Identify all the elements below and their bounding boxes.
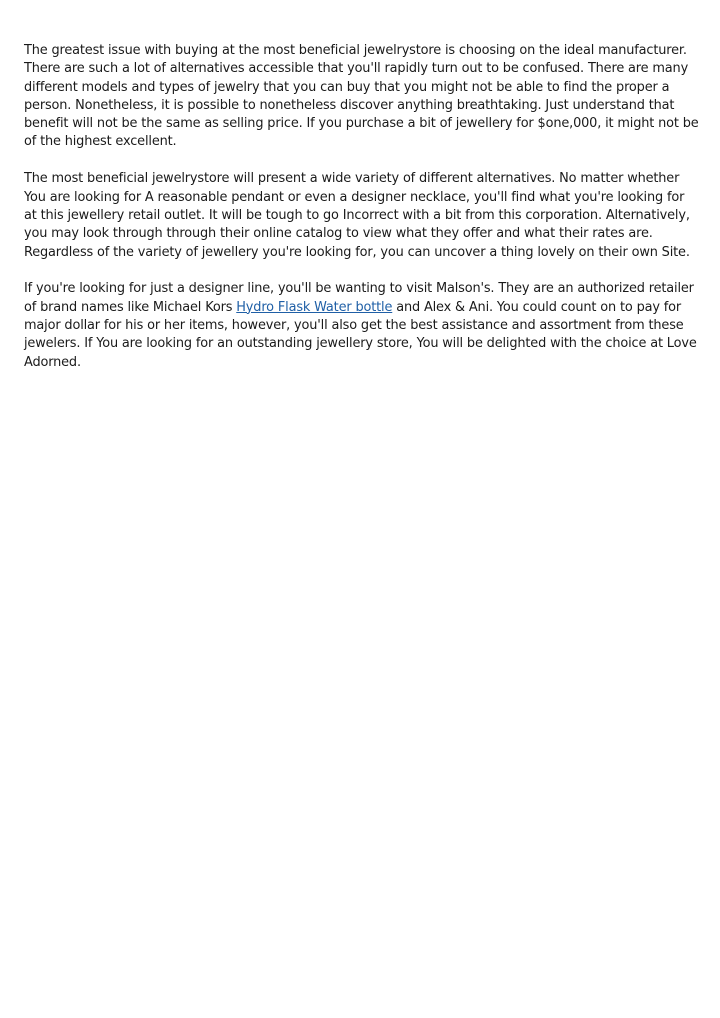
paragraph-3-text-before-link: If you're looking for just a designer line, you'll be wanting to visit Malson's. They are an authorized retailer of brand names like Michael Kors — [24, 281, 694, 315]
paragraph-3 — [24, 280, 700, 371]
document-body — [24, 42, 700, 391]
hydro-flask-link[interactable]: Hydro Flask Water bottle — [236, 299, 393, 315]
paragraph-3-text-after-link: and Alex & Ani. You could count on to pay for major dollar for his or her items, however, you'll also get the best assistance and assortment from these jewelers. If You are looking for an outstanding jewellery store, You will be delighted with the choice at Love Adorned. — [24, 299, 697, 370]
paragraph-2: The most beneficial jewelrystore will present a wide variety of different alternatives. No matter whether You are looking for A reasonable pendant or even a designer necklace, you'll find what you're looking for at this jewellery retail outlet. It will be tough to go Incorrect with a bit from this corporation. Alternatively, you may look through through their online catalog to view what they offer and what their rates are. Regardless of the variety of jewellery you're looking for, you can uncover a thing lovely on their own Site. — [24, 171, 690, 260]
paragraph-1: The greatest issue with buying at the most beneficial jewelrystore is choosing on the ideal manufacturer. There are such a lot of alternatives accessible that you'll rapidly turn out to be confused. There are many different models and types of jewelry that you can buy that you might not be able to find the proper a person. Nonetheless, it is possible to nonetheless discover anything breathtaking. Just understand that benefit will not be the same as selling price. If you purchase a bit of jewellery for $one,000, it might not be of the highest excellent. — [24, 43, 699, 150]
